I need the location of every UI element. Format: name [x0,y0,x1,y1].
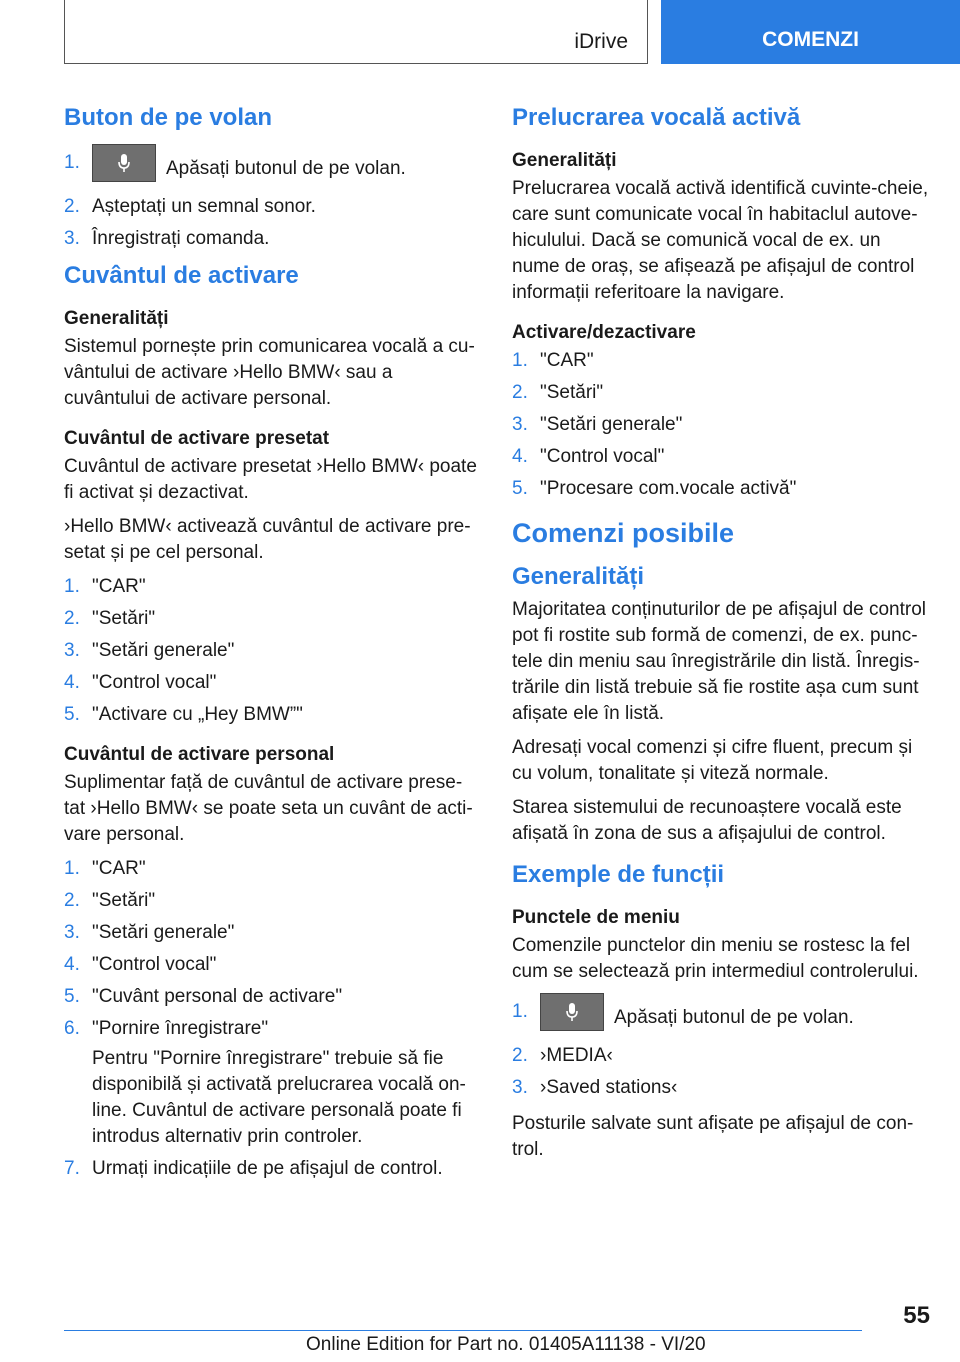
heading-exemple: Exemple de funcții [512,861,725,888]
paragraph: Posturile salvate sunt afișate pe afișajul de con-trol. [512,1113,914,1160]
list-item: 2. "Setări" [64,890,156,911]
list-item: 6. "Pornire înregistrare" Pentru "Pornire înregistrare" trebuie să fie disponibilă și activată prelucrarea vocală on-line. Cuvântul de activare personală poate fi introdus alternativ prin controler. [64,1016,480,1150]
list-item: 5. "Cuvânt personal de activare" [64,986,343,1007]
heading-generalitati: Generalități [64,308,169,329]
list-item: 3. "Setări generale" [64,922,235,943]
page-header [0,0,960,66]
left-column [64,100,480,1192]
exemple-steps [512,999,932,1101]
voice-button-icon [92,144,156,182]
heading-generalitati2: Generalități [512,563,645,590]
list-item: 7. Urmați indicațiile de pe afișajul de control. [64,1158,443,1179]
paragraph: Starea sistemului de recunoaștere vocală este afișată în zona de sus a afișajului de control. [512,797,902,844]
note: Pentru "Pornire înregistrare" trebuie să fie disponibilă și activată prelucrarea vocală on-line. Cuvântul de activare personală poate fi introdus alternativ prin controler. [92,1048,466,1147]
list-item: 1. "CAR" [512,350,594,371]
heading-activare: Activare/dezactivare [512,322,696,343]
list-item: 2. "Setări" [512,382,604,403]
list-item: 1. "CAR" [64,576,146,597]
activare-steps [512,348,932,502]
list-item: 3. ›Saved stations‹ [512,1077,678,1098]
list-item: 4. "Control vocal" [512,446,665,467]
list-item: 1. Apăsați butonul de pe volan. [512,999,932,1037]
heading-generalitati: Generalități [512,150,617,171]
paragraph: Suplimentar față de cuvântul de activare prese-tat ›Hello BMW‹ se poate seta un cuvânt de acti-vare personal. [64,772,473,845]
section-title: iDrive [574,30,628,53]
heading-prelucrare: Prelucrarea vocală activă [512,104,801,131]
chapter-tab: COMENZI [661,0,960,64]
paragraph: Sistemul pornește prin comunicarea vocală a cu-vântului de activare ›Hello BMW‹ sau a cuvântului de activare personal. [64,336,475,409]
paragraph: Comenzile punctelor din meniu se rostesc la fel cum se selectează prin intermediul controlerului. [512,935,919,982]
list-item: 2. ›MEDIA‹ [512,1045,613,1066]
paragraph: ›Hello BMW‹ activează cuvântul de activare pre-setat și pe cel personal. [64,516,471,563]
list-item: 5. "Procesare com.vocale activă" [512,478,797,499]
heading-buton: Buton de pe volan [64,104,273,131]
list-item: 4. "Control vocal" [64,954,217,975]
list-item: 2. "Setări" [64,608,156,629]
paragraph: Majoritatea conținuturilor de pe afișajul de control pot fi rostite sub formă de comenzi, de ex. punc-tele din meniu sau înregistrările din listă. Înregis-trările din listă trebuie să fie rostite așa cum sunt afișate ele în listă. [512,599,927,724]
paragraph: Prelucrarea vocală activă identifică cuvinte-cheie, care sunt comunicate vocal în habitaclul autove-hiculului. Dacă se comunică vocal de ex. un nume de oraș, se afișează pe afișajul de control informații referitoare la navigare. [512,178,929,303]
presetat-steps [64,574,480,728]
right-column [512,100,932,1171]
footer-edition: Online Edition for Part no. 01405A11138 - VI/20 [306,1334,706,1355]
list-item: 3. Înregistrați comanda. [64,228,270,249]
buton-steps [64,150,480,252]
heading-presetat: Cuvântul de activare presetat [64,428,330,449]
list-item: 3. "Setări generale" [512,414,683,435]
heading-cuvant: Cuvântul de activare [64,262,299,289]
list-item: 3. "Setări generale" [64,640,235,661]
paragraph: Adresați vocal comenzi și cifre fluent, precum și cu volum, tonalitate și viteză normale. [512,737,913,784]
page-number: 55 [903,1302,930,1329]
list-item: 1. Apăsați butonul de pe volan. [64,150,480,188]
list-item: 5. "Activare cu „Hey BMW”" [64,704,303,725]
heading-punctele: Punctele de meniu [512,907,680,928]
heading-personal: Cuvântul de activare personal [64,744,335,765]
personal-steps [64,856,480,1182]
list-item: 1. "CAR" [64,858,146,879]
list-item: 2. Așteptați un semnal sonor. [64,196,316,217]
paragraph: Cuvântul de activare presetat ›Hello BMW‹ poate fi activat și dezactivat. [64,456,477,503]
footer-divider [64,1330,862,1331]
voice-button-icon [540,993,604,1031]
list-item: 4. "Control vocal" [64,672,217,693]
header-box [64,0,648,64]
heading-comenzi: Comenzi posibile [512,518,735,548]
